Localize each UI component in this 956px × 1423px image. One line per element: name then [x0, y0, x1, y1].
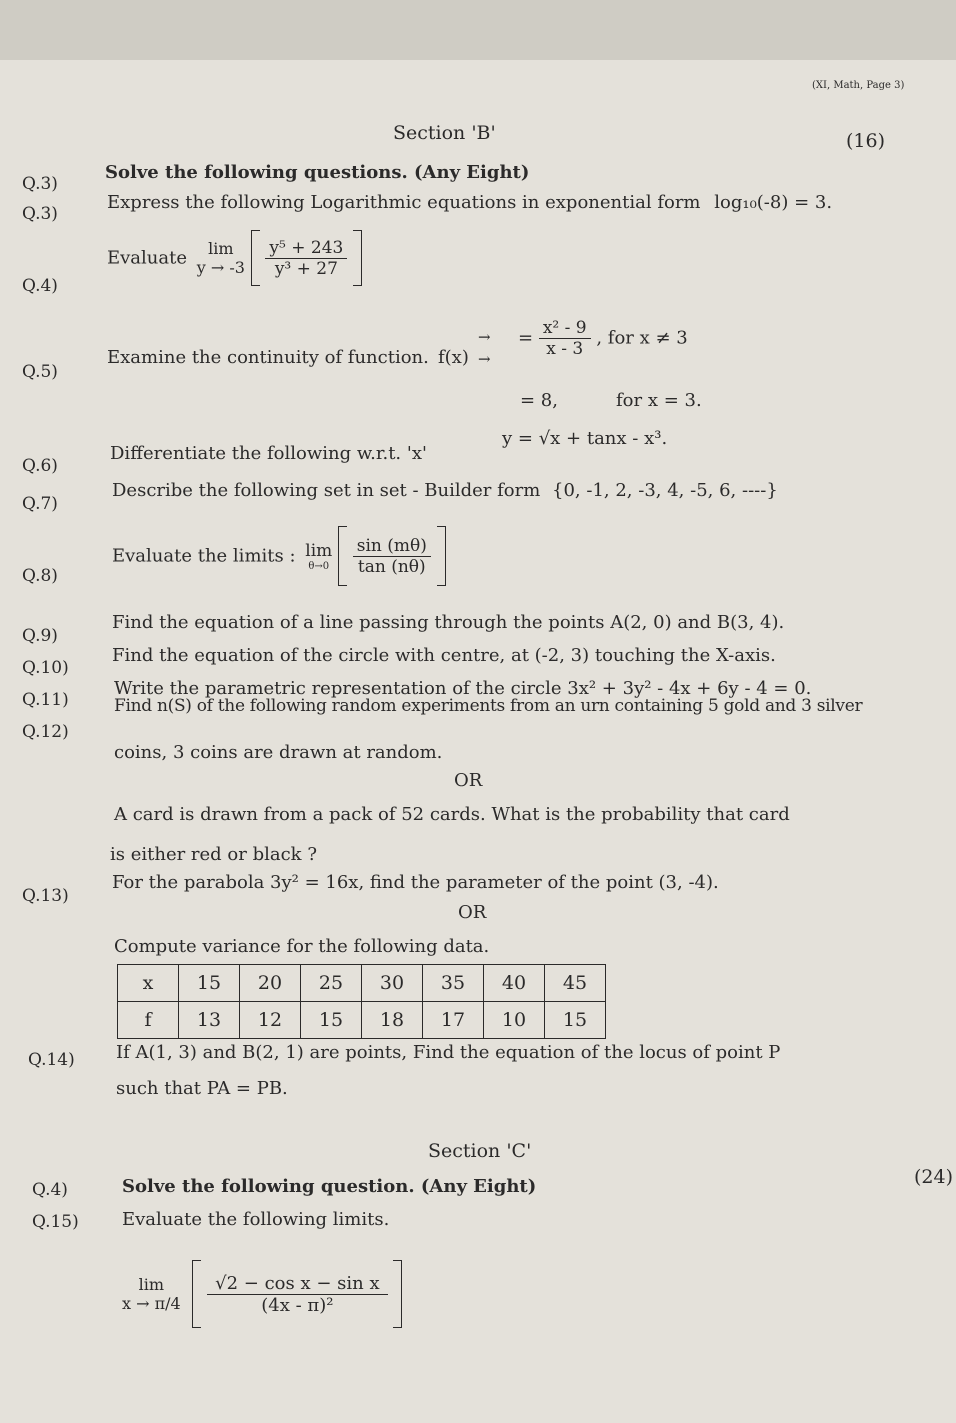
question-number: Q.5): [22, 362, 58, 382]
q8-lim: lim: [305, 540, 333, 561]
q4-text: Evaluate: [107, 247, 188, 269]
q13-alt-text: Compute variance for the following data.: [114, 936, 490, 957]
left-bracket: [251, 230, 260, 286]
table-cell: 17: [423, 1002, 484, 1039]
q11-text: Write the parametric representation of the circle 3x² + 3y² - 4x + 6y - 4 = 0.: [114, 678, 812, 699]
question-number: Q.15): [32, 1212, 79, 1232]
section-c-title: Section 'C': [428, 1140, 532, 1162]
table-header-x: x: [118, 965, 179, 1002]
q9-text: Find the equation of a line passing through the points A(2, 0) and B(3, 4).: [112, 612, 785, 633]
table-header-f: f: [118, 1002, 179, 1039]
q5-expression: = $\frac{\text{x² - 9}}{x - 3}$ , for x ≠ 3: [518, 318, 688, 359]
q3-text: Express the following Logarithmic equations in exponential form: [107, 192, 701, 213]
table-cell: 30: [362, 965, 423, 1002]
table-cell: 15: [545, 1002, 606, 1039]
q5-condition-1: , for x ≠ 3: [596, 327, 688, 349]
section-b-title: Section 'B': [393, 122, 496, 144]
q8-denominator: tan (nθ): [357, 556, 426, 577]
q12-alt-line-2: is either red or black ?: [110, 844, 317, 865]
table-cell: 13: [179, 1002, 240, 1039]
q4-approach: y → -3: [196, 258, 245, 277]
question-number: Q.12): [22, 722, 69, 742]
q14-line-1: If A(1, 3) and B(2, 1) are points, Find the equation of the locus of point P: [116, 1042, 781, 1063]
question-number: Q.8): [22, 566, 58, 586]
question-number: Q.10): [22, 658, 69, 678]
question-number: Q.4): [22, 276, 58, 296]
q12-alt-line-1: A card is drawn from a pack of 52 cards. What is the probability that card: [114, 804, 790, 825]
q10-text: Find the equation of the circle with centre, at (-2, 3) touching the X-axis.: [112, 645, 776, 666]
q3-math: log₁₀(-8) = 3.: [714, 192, 833, 213]
question-text: [112, 526, 446, 586]
table-cell: 12: [240, 1002, 301, 1039]
q5-fx: f(x): [438, 347, 469, 368]
q5-text: Examine the continuity of function.: [107, 347, 429, 368]
q7-text: Describe the following set in set - Builder form: [112, 480, 541, 501]
question-text: [107, 192, 832, 213]
section-b-marks: (16): [846, 130, 886, 152]
question-number: Q.6): [22, 456, 58, 476]
question-number: Q.11): [22, 690, 69, 710]
q14-line-2: such that PA = PB.: [116, 1078, 288, 1099]
q12-line-1: Find n(S) of the following random experiments from an urn containing 5 gold and 3 silver: [114, 696, 863, 716]
table-cell: 25: [301, 965, 362, 1002]
section-c-instruction: Solve the following question. (Any Eight): [122, 1176, 537, 1197]
table-row: [118, 965, 606, 1002]
arrows-glyph: → →: [478, 328, 491, 368]
q5-numerator: x² - 9: [539, 318, 591, 339]
q13-text: For the parabola 3y² = 16x, find the parameter of the point (3, -4).: [112, 872, 719, 893]
table-cell: 10: [484, 1002, 545, 1039]
q15-lim: lim: [138, 1275, 165, 1294]
page-reference: (XI, Math, Page 3): [812, 80, 905, 91]
table-cell: 45: [545, 965, 606, 1002]
question-number: Q.14): [28, 1050, 75, 1070]
q15-denominator: (4x - π)²: [261, 1294, 334, 1316]
question-number: Q.7): [22, 494, 58, 514]
table-cell: 35: [423, 965, 484, 1002]
or-label: OR: [454, 770, 483, 791]
section-b-instruction: Solve the following questions. (Any Eight): [105, 162, 530, 183]
or-label: OR: [458, 902, 487, 923]
table-cell: 18: [362, 1002, 423, 1039]
q8-numerator: sin (mθ): [353, 536, 431, 557]
left-bracket: [192, 1260, 201, 1328]
q12-line-2: coins, 3 coins are drawn at random.: [114, 742, 443, 763]
q15-numerator: √2 − cos x − sin x: [207, 1273, 387, 1295]
right-bracket: [393, 1260, 402, 1328]
q5-condition-2: for x = 3.: [616, 390, 702, 411]
right-bracket: [353, 230, 362, 286]
q15-text: Evaluate the following limits.: [122, 1209, 390, 1230]
table-cell: 20: [240, 965, 301, 1002]
left-bracket: [338, 526, 347, 586]
question-number: Q.9): [22, 626, 58, 646]
instruction-number: Q.3): [22, 174, 58, 194]
table-row: [118, 1002, 606, 1039]
q6-text: Differentiate the following w.r.t. 'x': [110, 443, 427, 464]
q7-math: {0, -1, 2, -3, 4, -5, 6, ----}: [552, 480, 778, 501]
q8-text: Evaluate the limits :: [112, 545, 296, 567]
q4-denominator: y³ + 27: [274, 258, 338, 279]
q8-approach: θ→0: [308, 560, 330, 572]
table-cell: 15: [179, 965, 240, 1002]
q5-value-2: = 8,: [520, 390, 558, 411]
variance-table: [117, 964, 606, 1039]
question-number: Q.13): [22, 886, 69, 906]
right-bracket: [437, 526, 446, 586]
table-cell: 40: [484, 965, 545, 1002]
q15-limit: [122, 1260, 402, 1328]
question-text: [107, 230, 362, 286]
table-cell: 15: [301, 1002, 362, 1039]
question-text: [112, 480, 778, 501]
question-number: Q.3): [22, 204, 58, 224]
q4-numerator: y⁵ + 243: [265, 238, 347, 259]
q6-math: y = √x + tanx - x³.: [502, 428, 668, 449]
q5-denominator: x - 3: [546, 339, 584, 359]
question-number: Q.4): [32, 1180, 68, 1200]
q15-approach: x → π/4: [122, 1294, 181, 1313]
section-c-marks: (24): [914, 1166, 954, 1188]
q4-lim: lim: [208, 239, 234, 258]
